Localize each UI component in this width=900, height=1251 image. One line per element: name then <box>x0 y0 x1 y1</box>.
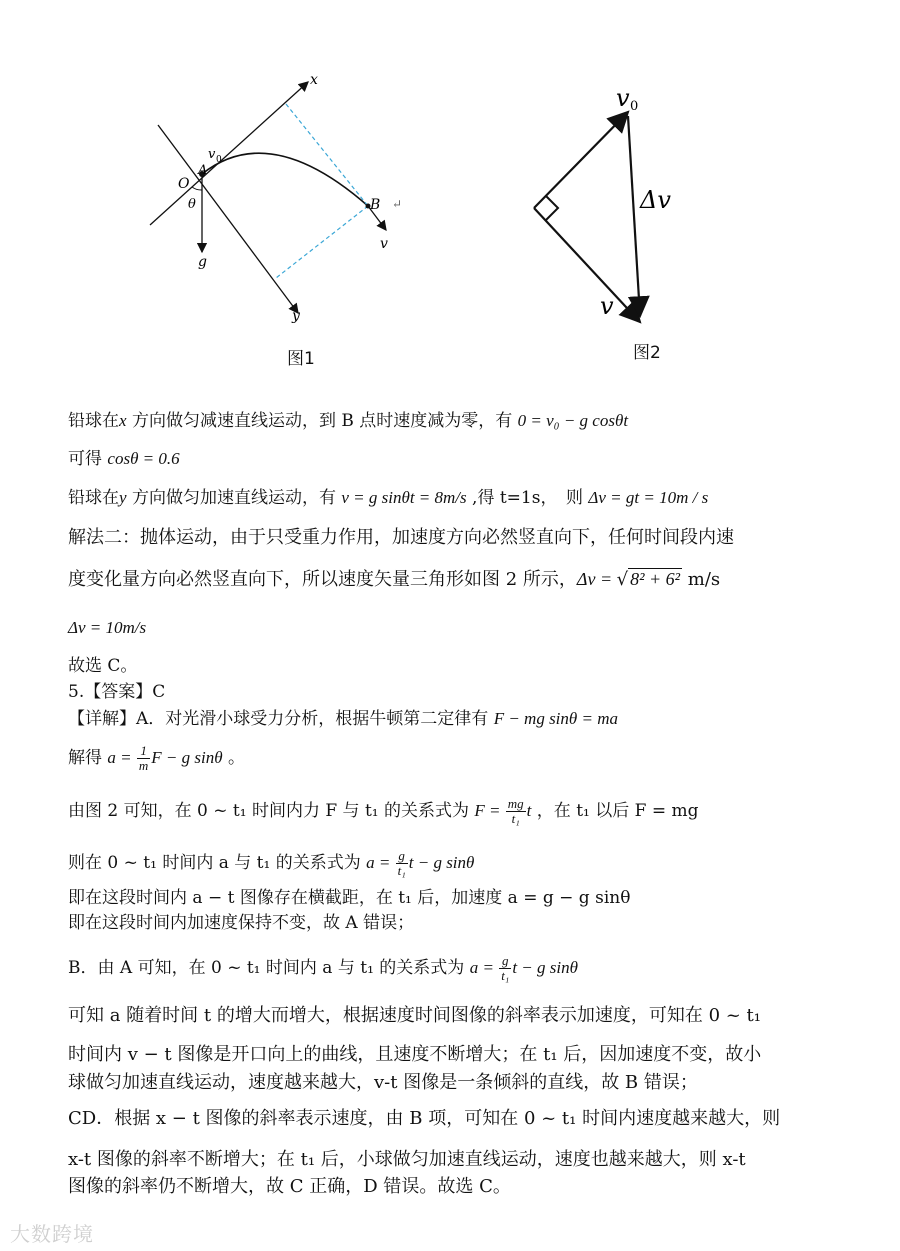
line-19: CD．根据 x − t 图像的斜率表示速度，由 B 项，可知在 0 ~ t₁ 时间内速度越来越大，则 <box>68 1108 781 1129</box>
label-x: x <box>310 72 318 88</box>
label-delta-v: Δv <box>640 186 671 214</box>
delta-v-vector <box>628 116 640 316</box>
v0-vector <box>534 112 628 208</box>
line-13: 即在这段时间内 a − t 图像存在横截距，在 t₁ 后，加速度 a = g − g sinθ <box>68 888 631 908</box>
label-v0-sub: 0 <box>216 155 222 165</box>
line-12: 则在 0 ~ t₁ 时间内 a 与 t₁ 的关系式为 a = $\frac{g}{\text{t₁}}$ t − g sinθ <box>68 848 475 878</box>
label-v: v <box>600 292 614 320</box>
projection-x <box>286 104 368 206</box>
line-6: Δv = 10m/s <box>68 618 147 637</box>
v-vector <box>534 208 640 322</box>
figure-1-caption: 图1 <box>287 349 315 369</box>
line-18: 球做匀加速直线运动，速度越来越大，v-t 图像是一条倾斜的直线，故 B 错误； <box>68 1072 698 1093</box>
line-11: 由图 2 可知，在 0 ~ t₁ 时间内力 F 与 t₁ 的关系式为 F = $\frac{mg}{\text{t₁}}$ t ，在 t₁ 以后 F = mg <box>68 796 699 826</box>
label-v0-sub: 0 <box>630 99 639 114</box>
line-3: 铅球在y 方向做匀加速直线运动，有 v = g sinθt = 8m/s ,得 t=1s， 则 Δv = gt = 10m / s <box>68 488 709 508</box>
line-21: 图像的斜率仍不断增大，故 C 正确，D 错误。故选 C。 <box>68 1176 511 1197</box>
line-7: 故选 C。 <box>68 656 138 676</box>
line-4: 解法二：抛体运动，由于只受重力作用，加速度方向必然竖直向下，任何时间段内速 <box>68 527 734 548</box>
line-17: 时间内 v − t 图像是开口向上的曲线，且速度不断增大；在 t₁ 后，因加速度不变，故小 <box>68 1044 762 1065</box>
figure-2-diagram <box>520 78 700 338</box>
label-b: B <box>370 197 381 213</box>
line-8: 5.【答案】C <box>68 682 166 702</box>
y-axis <box>158 125 298 313</box>
line-14: 即在这段时间内加速度保持不变，故 A 错误； <box>68 913 415 933</box>
line-2: 可得 cosθ = 0.6 <box>68 449 180 469</box>
x-axis <box>150 82 308 225</box>
label-v: v <box>380 236 388 252</box>
line-1: 铅球在x 方向做匀减速直线运动，到 B 点时速度减为零，有 0 = v₀ − g cosθt <box>68 411 629 431</box>
line-5: 度变化量方向必然竖直向下，所以速度矢量三角形如图 2 所示，Δv = √ 8² + 6² m/s <box>68 569 721 590</box>
label-g: g <box>198 254 207 270</box>
projection-y <box>276 206 368 278</box>
label-v0: v <box>208 147 216 162</box>
line-10: 解得 a = $\frac{1}{m}$ F − g sinθ 。 <box>68 743 245 773</box>
watermark: 大数跨境 <box>10 1222 94 1246</box>
line-15: B．由 A 可知，在 0 ~ t₁ 时间内 a 与 t₁ 的关系式为 a = $\frac{g}{\text{t₁}}$ t − g sinθ <box>68 953 578 983</box>
figure-1-diagram <box>140 70 430 330</box>
figure-2-caption: 图2 <box>633 343 661 363</box>
label-y: y <box>292 308 300 324</box>
label-o: O <box>178 176 190 192</box>
label-a: A <box>198 163 208 178</box>
trajectory-curve <box>202 153 368 206</box>
label-theta: θ <box>188 197 196 212</box>
svg-text:↵: ↵ <box>392 197 403 211</box>
label-v0: v <box>616 84 630 112</box>
line-16: 可知 a 随着时间 t 的增大而增大，根据速度时间图像的斜率表示加速度，可知在 0 ~ t₁ <box>68 1005 761 1026</box>
line-9: 【详解】A．对光滑小球受力分析，根据牛顿第二定律有 F − mg sinθ = ma <box>68 709 619 729</box>
line-20: x-t 图像的斜率不断增大；在 t₁ 后，小球做匀加速直线运动，速度也越来越大，则 x-t <box>68 1149 746 1170</box>
